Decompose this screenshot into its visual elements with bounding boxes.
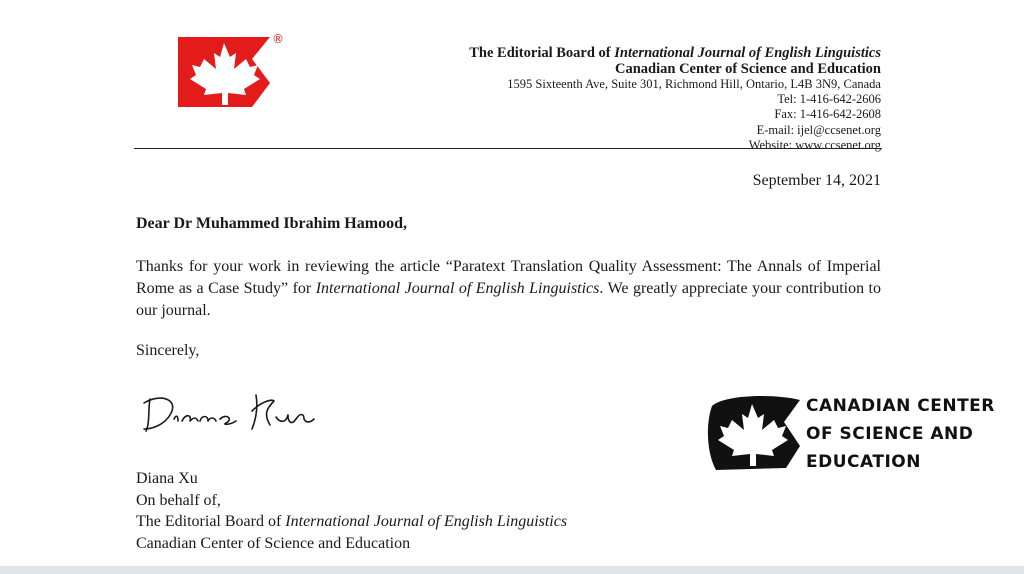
telephone: Tel: 1-416-642-2606 <box>777 92 881 107</box>
closing: Sincerely, <box>136 342 200 359</box>
stamp-text <box>806 392 995 476</box>
body-journal-name: International Journal of English Linguistics <box>315 280 600 297</box>
letterhead-block <box>300 45 881 153</box>
maple-leaf-stamp-icon <box>706 392 802 476</box>
handwritten-signature <box>140 385 320 443</box>
letterhead-title <box>300 45 881 61</box>
stamp-line-2: OF SCIENCE AND <box>806 424 974 444</box>
address: 1595 Sixteenth Ave, Suite 301, Richmond Hill, Ontario, L4B 3N9, Canada <box>507 77 881 91</box>
organization-stamp <box>706 388 996 480</box>
on-behalf: On behalf of, <box>136 491 221 509</box>
stamp-line-1: CANADIAN CENTER <box>806 396 995 416</box>
organization-name: Canadian Center of Science and Education <box>615 61 881 77</box>
body-part1: Thanks for your work in reviewing the article “Paratext Translation Quality Assessment: The Annals of Imperial Rome as a Case Study” for <box>136 258 881 297</box>
signature-block <box>136 468 567 554</box>
body-part2: . We greatly appreciate your contribution to our journal. <box>136 280 882 319</box>
email: E-mail: ijel@ccsenet.org <box>756 122 881 137</box>
signature-board-prefix: The Editorial Board of <box>136 513 286 530</box>
bottom-band <box>0 566 1024 574</box>
journal-name: International Journal of English Linguistics <box>614 45 881 61</box>
signature-organization: Canadian Center of Science and Education <box>136 534 411 552</box>
maple-leaf-logo-icon <box>166 29 290 113</box>
board-prefix: The Editorial Board of <box>469 45 615 61</box>
website: Website: www.ccsenet.org <box>748 137 881 152</box>
signature-board-line <box>136 511 567 533</box>
salutation: Dear Dr Muhammed Ibrahim Hamood, <box>136 215 407 232</box>
signer-name: Diana Xu <box>136 470 198 487</box>
signature-journal-name: International Journal of English Linguistics <box>285 513 568 530</box>
registered-mark: ® <box>272 32 284 46</box>
stamp-line-3: EDUCATION <box>806 452 921 472</box>
letter-body <box>136 256 881 322</box>
fax: Fax: 1-416-642-2608 <box>774 107 881 122</box>
header-divider <box>134 148 882 149</box>
letter-date: September 14, 2021 <box>752 172 881 189</box>
